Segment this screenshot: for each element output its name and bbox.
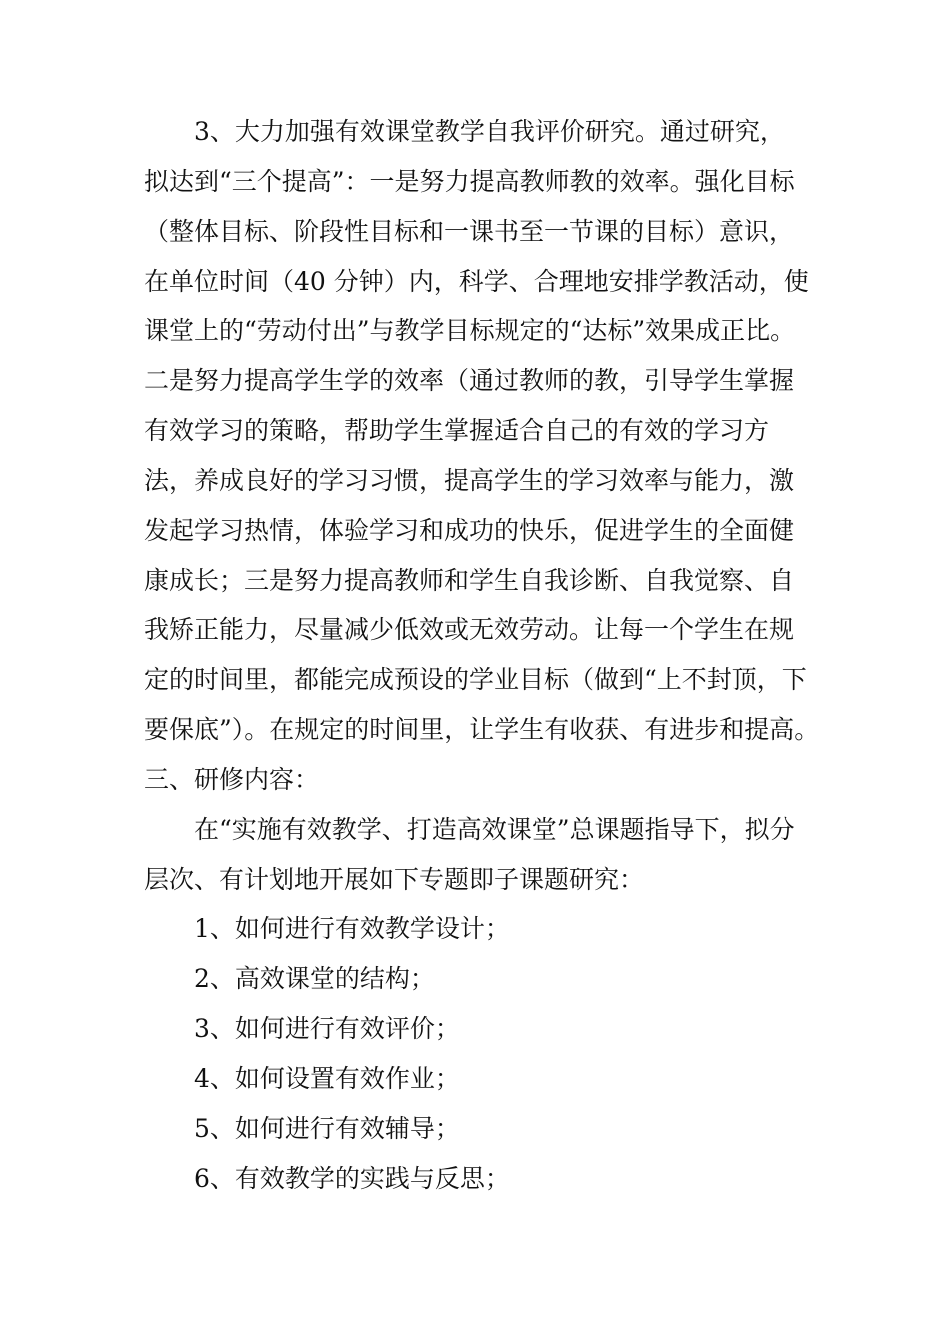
paragraph-line: 课堂上的“劳动付出”与教学目标规定的“达标”效果成正比。 xyxy=(144,316,796,345)
paragraph-line: 层次、有计划地开展如下专题即子课题研究： xyxy=(144,865,645,894)
paragraph-line: 要保底”）。在规定的时间里，让学生有收获、有进步和提高。 xyxy=(144,715,820,744)
paragraph-line: 定的时间里，都能完成预设的学业目标（做到“上不封顶，下 xyxy=(144,665,807,694)
paragraph-line: 有效学习的策略，帮助学生掌握适合自己的有效的学习方 xyxy=(144,416,770,445)
paragraph-line: 法，养成良好的学习习惯，提高学生的学习效率与能力，激 xyxy=(144,466,795,495)
paragraph-line: 发起学习热情，体验学习和成功的快乐，促进学生的全面健 xyxy=(144,516,795,545)
paragraph-line: 我矫正能力，尽量减少低效或无效劳动。让每一个学生在规 xyxy=(144,615,795,644)
list-item: 3、如何进行有效评价； xyxy=(194,1014,460,1043)
list-item: 5、如何进行有效辅导； xyxy=(194,1114,460,1143)
paragraph-line: 二是努力提高学生学的效率（通过教师的教，引导学生掌握 xyxy=(144,366,795,395)
paragraph-line: （整体目标、阶段性目标和一课书至一节课的目标）意识， xyxy=(144,217,795,246)
section-heading: 三、研修内容： xyxy=(144,765,320,794)
paragraph-line: 在“实施有效教学、打造高效课堂”总课题指导下，拟分 xyxy=(194,815,795,844)
list-item: 6、有效教学的实践与反思； xyxy=(194,1164,510,1193)
paragraph-line: 在单位时间（40 分钟）内，科学、合理地安排学教活动，使 xyxy=(144,267,809,296)
list-item: 2、高效课堂的结构； xyxy=(194,964,435,993)
paragraph-line: 3、大力加强有效课堂教学自我评价研究。通过研究， xyxy=(194,117,785,146)
paragraph-line: 康成长；三是努力提高教师和学生自我诊断、自我觉察、自 xyxy=(144,566,795,595)
paragraph-line: 拟达到“三个提高”：一是努力提高教师教的效率。强化目标 xyxy=(144,167,795,196)
list-item: 1、如何进行有效教学设计； xyxy=(194,914,510,943)
list-item: 4、如何设置有效作业； xyxy=(194,1064,460,1093)
